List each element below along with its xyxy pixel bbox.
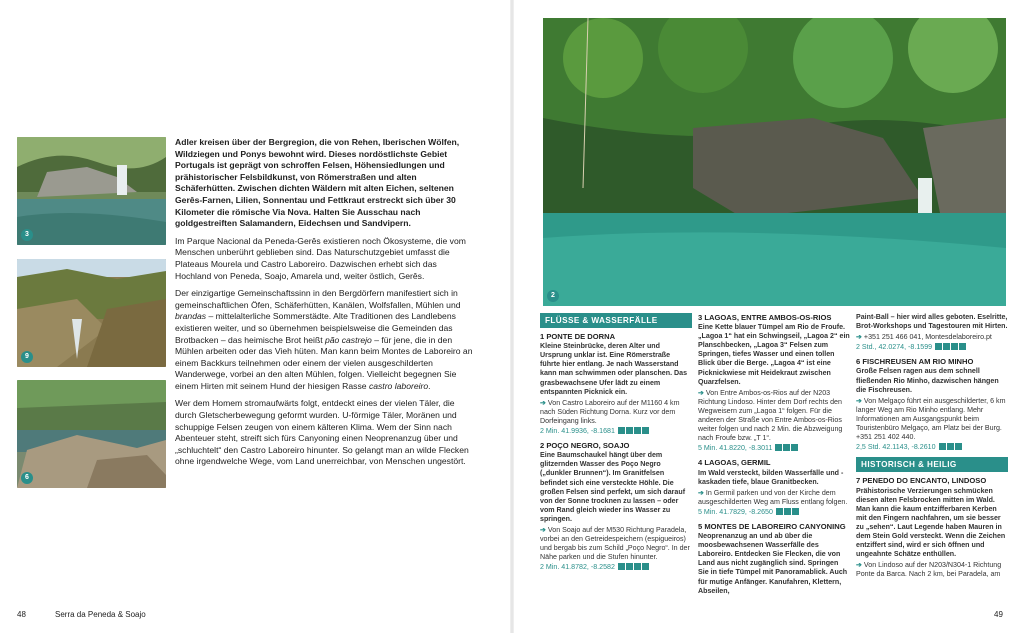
entry — [698, 458, 850, 517]
column-3 — [856, 313, 1008, 579]
section-header: HISTORISCH & HEILIG — [856, 457, 1008, 472]
photo-waterfall — [17, 137, 166, 245]
entry-gps: 2,5 Std. 42.1143, -8.2610 — [856, 443, 1008, 452]
entry — [698, 313, 850, 453]
left-body-text — [175, 137, 475, 474]
entry — [698, 522, 850, 596]
entry-title: 2 POÇO NEGRO, SOAJO — [540, 441, 630, 451]
entry-title: 5 MONTES DE LABOREIRO CANYONING — [698, 521, 846, 531]
hero-photo-pool — [543, 18, 1006, 306]
photo-river-rocks — [17, 380, 166, 488]
lead-paragraph: Adler kreisen über der Bergregion, die von Rehen, Iberischen Wölfen, Wildziegen und Ponys bewohnt wird. Dieses nordöstlichste Gebiet Portugals ist geprägt von schroffen Felsen, Höhensiedlungen und prähistorischer Felsbildkunst, von Römerstraßen und alten Schäferhütten. Zwischen dichten Wäldern mit alten Eichen, seltenen Gerês-Farnen, Lilien, Sonnentau und Fettkraut erstreckt sich über 30 Kilometer die römische Via Nova. Halten Sie Ausschau nach goldgestreiften Salamandern, Eidechsen und Sandvipern. — [175, 137, 460, 229]
paragraph: Im Parque Nacional da Peneda-Gerês existieren noch Ökosysteme, die vom Menschen unberührt geblieben sind. Das Naturschutzgebiet umfasst die Plateaus Mourela und Castro Laboreiro. Dazwischen erhebt sich das Hochland von Peneda, Soajo, Amarela und, weiter östlich, Gerês. — [175, 235, 466, 281]
entry-gps: 5 Min. 41.7829, -8.2650 — [698, 508, 850, 517]
entry-directions: ➔ +351 251 466 041, Montesdelaboreiro.pt — [856, 333, 992, 342]
entry-body: Eine Baumschaukel hängt über dem glitzernden Wasser des Poço Negro („dunkler Brunnen“). Im Granitfelsen befindet sich eine versteckte Höhle. Die großen Felsen sind perfekt, um sich darauf von der Sonne trocknen zu lassen – oder vom Rand gleich wieder ins Wasser zu springen. — [540, 451, 686, 523]
entry-directions: ➔ Von Soajo auf der M530 Richtung Paradela, vorbei an den Getreidespeichern (espigueiros) und bergab bis zum Schild „Poço Negro“. In der Nähe parken und die Stufen hinunter. — [540, 525, 690, 562]
entry-directions: ➔ Von Entre Ambos-os-Rios auf der N203 Richtung Lindoso. Hinter dem Dorf rechts den Wegweisern zum „Lagoa 1“ folgen. Für die anderen der Straße von Entre Ambos-os-Rios weiter folgen und nach 2 Min. die Abzweigung nach Froufe bzw. „T 1“. — [698, 388, 843, 443]
page-number-left: 48 — [17, 610, 26, 619]
entry-gps: 2 Min. 41.8782, -8.2582 — [540, 563, 692, 572]
page-number-right: 49 — [994, 610, 1003, 619]
entry-title: 6 FISCHREUSEN AM RIO MINHO — [856, 357, 974, 367]
photo-label: 9 — [21, 351, 33, 363]
column-2 — [698, 313, 850, 596]
entry-gps: 2 Std., 42.0274, -8.1599 — [856, 343, 1008, 352]
entry-directions: ➔ In Germil parken und von der Kirche dem ausgeschilderten Weg am Fluss entlang folgen. — [698, 488, 848, 506]
photo-valley — [17, 259, 166, 367]
entry — [856, 476, 1008, 579]
section-header: FLÜSSE & WASSERFÄLLE — [540, 313, 692, 328]
running-title: Serra da Peneda & Soajo — [55, 610, 146, 619]
entry-directions: ➔ Von Lindoso auf der N203/N304-1 Richtung Ponte da Barca. Nach 2 km, bei Paradela, am — [856, 561, 1002, 579]
entry-title: 7 PENEDO DO ENCANTO, LINDOSO — [856, 476, 987, 486]
entry-title: 3 LAGOAS, ENTRE AMBOS-OS-RIOS — [698, 313, 832, 322]
entry-gps: 5 Min. 41.8220, -8.3011 — [698, 444, 850, 453]
entry-gps: 2 Min. 41.9936, -8.1681 — [540, 427, 692, 436]
entry-title: 4 LAGOAS, GERMIL — [698, 458, 771, 468]
entry — [540, 332, 692, 436]
photo-label: 6 — [21, 472, 33, 484]
entry-directions: ➔ Von Castro Laboreiro auf der M1160 4 km nach Süden Richtung Dorna. Kurz vor dem Dorfeingang links. — [540, 398, 680, 425]
entry-body: Prähistorische Verzierungen schmücken diesen alten Felsbrocken mitten im Wald. Man kann die kaum entzifferbaren Kerben mit den Fingern nachfahren, um sie besser zu „sehen“. Laut Legende haben Mauren in dem Stein Gold versteckt. Wenn die Zeichen entziffert sind, wird er sich öffnen und ungeahnte Schätze enthüllen. — [856, 486, 1006, 559]
entry — [856, 357, 1008, 452]
entry-body: Im Wald versteckt, bilden Wasserfälle und -kaskaden tiefe, blaue Granitbecken. — [698, 468, 844, 486]
column-1 — [540, 313, 692, 577]
photo-label: 3 — [21, 229, 33, 241]
photo-label: 2 — [547, 290, 559, 302]
entry-body: Kleine Steinbrücke, deren Alter und Ursprung unklar ist. Eine Römerstraße führte hier entlang. Je nach Wasserstand kann man schwimmen oder planschen. Das grasbewachsene Ufer lädt zu einem entspannten Picknick ein. — [540, 342, 688, 396]
paragraph: Wer dem Homem stromaufwärts folgt, entdeckt eines der vielen Täler, die durch Gletscherbewegung geformt wurden. U-förmige Täler, Moränen und schuppige Felsen zeugen von einem kälteren Klima. Wem der Sinn nach Abenteuer steht, streift sich fürs Canyoning einen Neoprenanzug über und „schluchtelt“ den Castro Laboreiro hinunter. So gelangt man an wilde Flecken ohne irgendwelche Wege, vom Land unerreichbar, von Menschen ungestört. — [175, 398, 469, 467]
entry-body: Große Felsen ragen aus dem schnell fließenden Rio Minho, dazwischen hängen die Fischreusen. — [856, 367, 999, 394]
entry — [540, 441, 692, 572]
entry-body: Neoprenanzug an und ab über die moosbewachsenen Wasserfälle des Laboreiro. Entdecken Sie Flecken, die von Land aus nicht zugänglich sind. Springen Sie in tiefe Tümpel mit Panoramablick. Auch für mutige Anfänger. Kanufahren, Klettern, Abseilen, — [698, 532, 848, 595]
entry-directions: ➔ Von Melgaço führt ein ausgeschilderter, 6 km langer Weg am Rio Minho entlang. Mehr Informationen am Ausgangspunkt beim Touristenbüro Melgaço, am Platz bei der Burg. +351 251 402 440. — [856, 396, 1006, 442]
book-gutter — [510, 0, 514, 633]
entry-body: Eine Kette blauer Tümpel am Rio de Froufe. „Lagoa 1“ hat ein Schwingseil, „Lagoa 2“ ein Planschbecken, „Lagoa 3“ Felsen zum Springen, tiefes Wasser und einen tollen Blick über die Berge. „Lagoa 4“ ist eine Picknickwiese mit Heidekraut zwischen Quarzfelsen. — [698, 323, 850, 386]
paragraph: Der einzigartige Gemeinschaftssinn in den Bergdörfern manifestiert sich in gemeinschaftlichen Öfen, Schäferhütten, Kanälen, Wolfsfallen, Mühlen und brandas – mittelalterliche Sommerstädte. Alte Traditionen des Landlebens existieren weiter, und so übernehmen beispielsweise die Gemeinden das Brotbacken – das heimische Brot heißt pão castrejo – für jene, die in den Mühlen arbeiten oder das Vieh hüten. Man kann beim Montes de Laboreiro an einem Backkurs teilnehmen oder einem der vielen ausgeschilderten Wanderwege, vorbei an den alten Mühlen, folgen. Vielleicht begegnen Sie einem Hirten mit seinem Hund der hiesigen Rasse castro laboreiro. — [175, 288, 473, 391]
entry-title: 1 PONTE DE DORNA — [540, 332, 616, 342]
entry-body-continued: Paint-Ball – hier wird alles geboten. Eselritte, Brot-Workshops und Tagestouren mit Hirten. — [856, 313, 1008, 331]
